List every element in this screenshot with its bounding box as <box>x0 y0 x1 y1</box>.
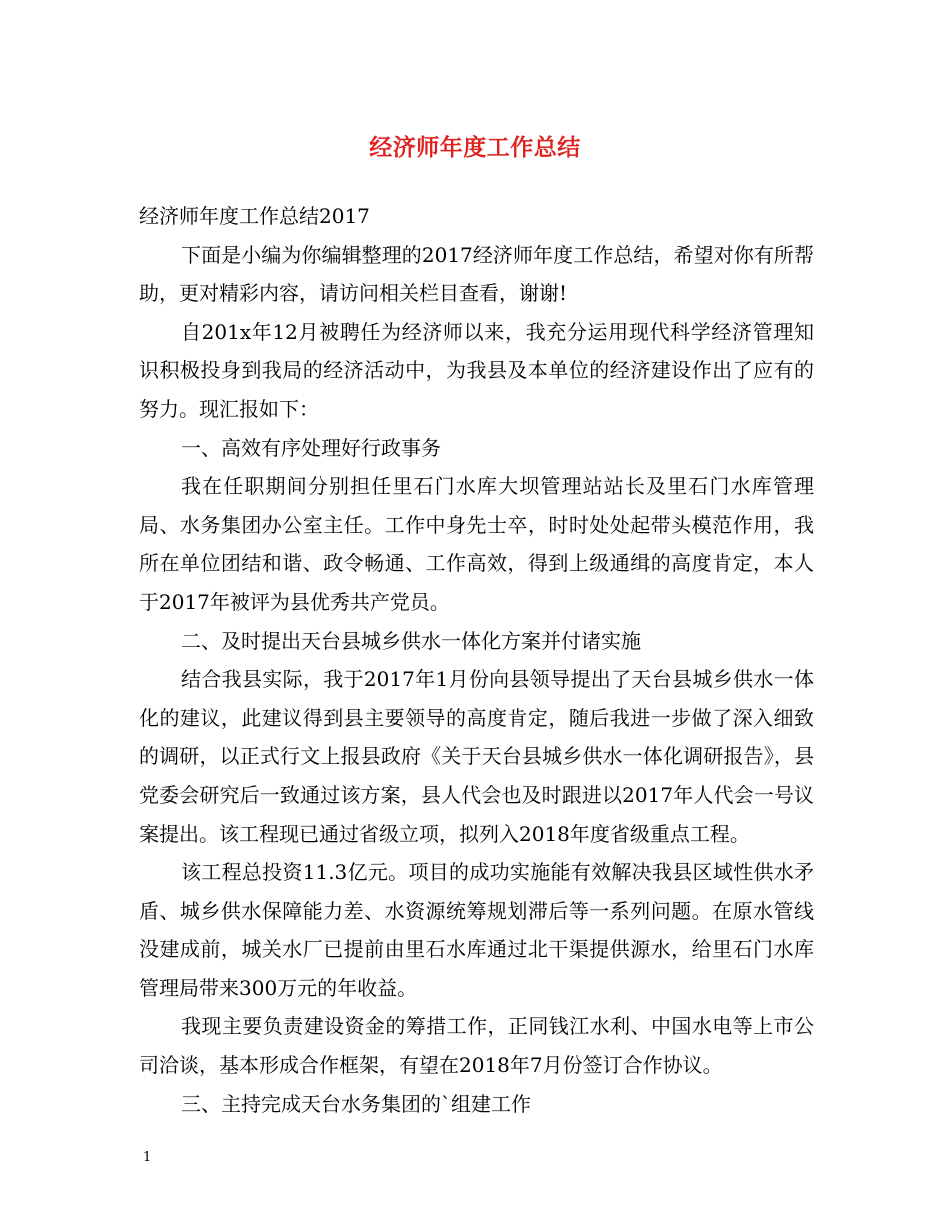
document-title: 经济师年度工作总结 <box>369 134 581 161</box>
paragraph-overview: 自201x年12月被聘任为经济师以来，我充分运用现代科学经济管理知识积极投身到我局的经济活动中，为我县及本单位的经济建设作出了应有的努力。现汇报如下： <box>139 319 814 421</box>
paragraph-funding: 我现主要负责建设资金的筹措工作，正同钱江水利、中国水电等上市公司洽谈，基本形成合作框架，有望在2018年7月份签订合作协议。 <box>139 1014 814 1078</box>
paragraph-section-1: 我在任职期间分别担任里石门水库大坝管理站站长及里石门水库管理局、水务集团办公室主任。工作中身先士卒，时时处处起带头模范作用，我所在单位团结和谐、政令畅通、工作高效，得到上级通缉的高度肯定，本人于2017年被评为县优秀共产党员。 <box>139 474 814 614</box>
paragraph-investment: 该工程总投资11.3亿元。项目的成功实施能有效解决我县区域性供水矛盾、城乡供水保障能力差、水资源统筹规划滞后等一系列问题。在原水管线没建成前，城关水厂已提前由里石水库通过北干渠提供源水，给里石门水库管理局带来300万元的年收益。 <box>139 860 814 1000</box>
paragraph-intro: 下面是小编为你编辑整理的2017经济师年度工作总结，希望对你有所帮助，更对精彩内容，请访问相关栏目查看，谢谢! <box>139 242 814 306</box>
section-heading-1: 一、高效有序处理好行政事务 <box>181 435 441 460</box>
paragraph-section-2: 结合我县实际，我于2017年1月份向县领导提出了天台县城乡供水一体化的建议，此建议得到县主要领导的高度肯定，随后我进一步做了深入细致的调研，以正式行文上报县政府《关于天台县城乡供水一体化调研报告》，县党委会研究后一致通过该方案，县人代会也及时跟进以2017年人代会一号议案提出。该工程现已通过省级立项，拟列入2018年度省级重点工程。 <box>139 667 814 846</box>
section-heading-3: 三、主持完成天台水务集团的`组建工作 <box>181 1091 531 1116</box>
section-heading-2: 二、及时提出天台县城乡供水一体化方案并付诸实施 <box>181 628 641 653</box>
paragraph-subtitle: 经济师年度工作总结2017 <box>139 204 370 228</box>
page-number: 1 <box>143 1150 152 1165</box>
document-body <box>139 197 814 1123</box>
